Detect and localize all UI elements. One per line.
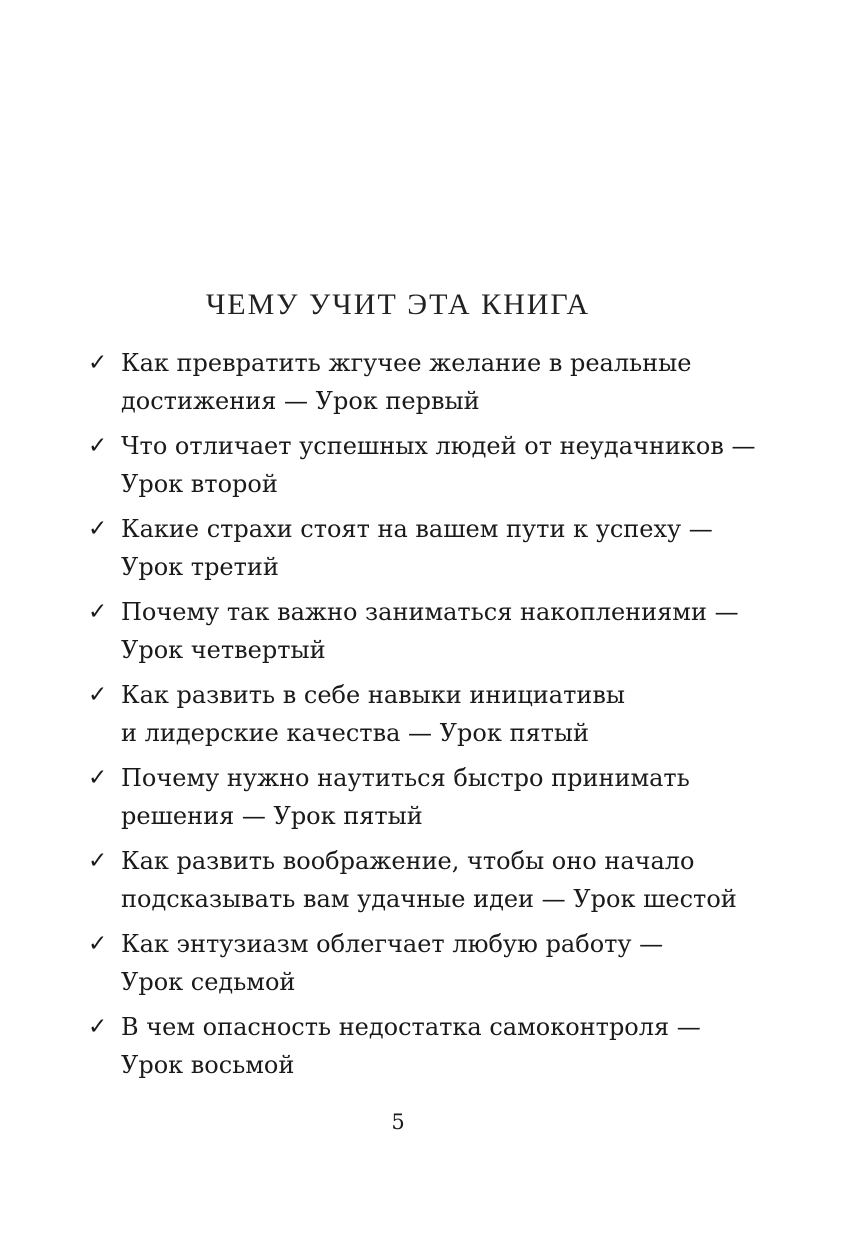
lesson-text-line: Урок второй: [121, 470, 278, 498]
lesson-text-line: Что отличает успешных людей от неудачников —: [121, 432, 756, 460]
page-number-footer: 5: [391, 1110, 405, 1134]
lesson-text-line: решения — Урок пятый: [121, 802, 423, 830]
lesson-item: [88, 510, 713, 586]
lesson-text-line: подсказывать вам удачные идеи — Урок шестой: [121, 885, 737, 913]
checkmark-icon: ✓: [88, 765, 108, 791]
lesson-text: [121, 842, 737, 918]
lesson-text-line: Как энтузиазм облегчает любую работу —: [121, 930, 664, 958]
lesson-item: [88, 842, 737, 918]
lesson-text-line: Какие страхи стоят на вашем пути к успеху —: [121, 515, 713, 543]
lessons-list: [88, 344, 756, 1084]
lesson-text-line: Урок восьмой: [121, 1051, 295, 1079]
checkmark-icon: ✓: [88, 1014, 108, 1040]
checkmark-icon: ✓: [88, 350, 108, 376]
lesson-item: [88, 427, 756, 503]
checkmark-icon: ✓: [88, 931, 108, 957]
lesson-text-line: Урок седьмой: [121, 968, 296, 996]
lesson-text-line: Как развить в себе навыки инициативы: [121, 681, 625, 709]
lesson-text-line: достижения — Урок первый: [121, 387, 480, 415]
lesson-text-line: Как развить воображение, чтобы оно начало: [121, 847, 695, 875]
lesson-text: [121, 759, 708, 835]
lesson-text-line: В чем опасность недостатка самоконтроля —: [121, 1013, 701, 1041]
lesson-text-line: Почему так важно заниматься накоплениями —: [121, 598, 739, 626]
checkmark-icon: ✓: [88, 682, 108, 708]
lesson-text-line: Урок четвертый: [121, 636, 326, 664]
lesson-text: [121, 925, 708, 1001]
checkmark-icon: ✓: [88, 599, 108, 625]
lesson-text-line: Урок третий: [121, 553, 279, 581]
lesson-item: [88, 344, 708, 420]
lesson-text-line: Как превратить жгучее желание в реальные: [121, 349, 692, 377]
checkmark-icon: ✓: [88, 516, 108, 542]
lesson-text: [121, 676, 708, 752]
lesson-text: [121, 1008, 708, 1084]
lesson-item: [88, 593, 739, 669]
lesson-text: [121, 510, 713, 586]
lesson-text: [121, 593, 739, 669]
lesson-text: [121, 427, 755, 503]
lesson-text-line: и лидерские качества — Урок пятый: [121, 719, 589, 747]
lesson-text: [121, 344, 708, 420]
lesson-item: [88, 759, 708, 835]
lesson-item: [88, 1008, 708, 1084]
content-block: [88, 288, 756, 1137]
lesson-item: [88, 925, 708, 1001]
lesson-text-line: Почему нужно наутиться быстро принимать: [121, 764, 690, 792]
page-title: ЧЕМУ УЧИТ ЭТА КНИГА: [205, 288, 591, 321]
lesson-item: [88, 676, 708, 752]
checkmark-icon: ✓: [88, 433, 108, 459]
checkmark-icon: ✓: [88, 848, 108, 874]
